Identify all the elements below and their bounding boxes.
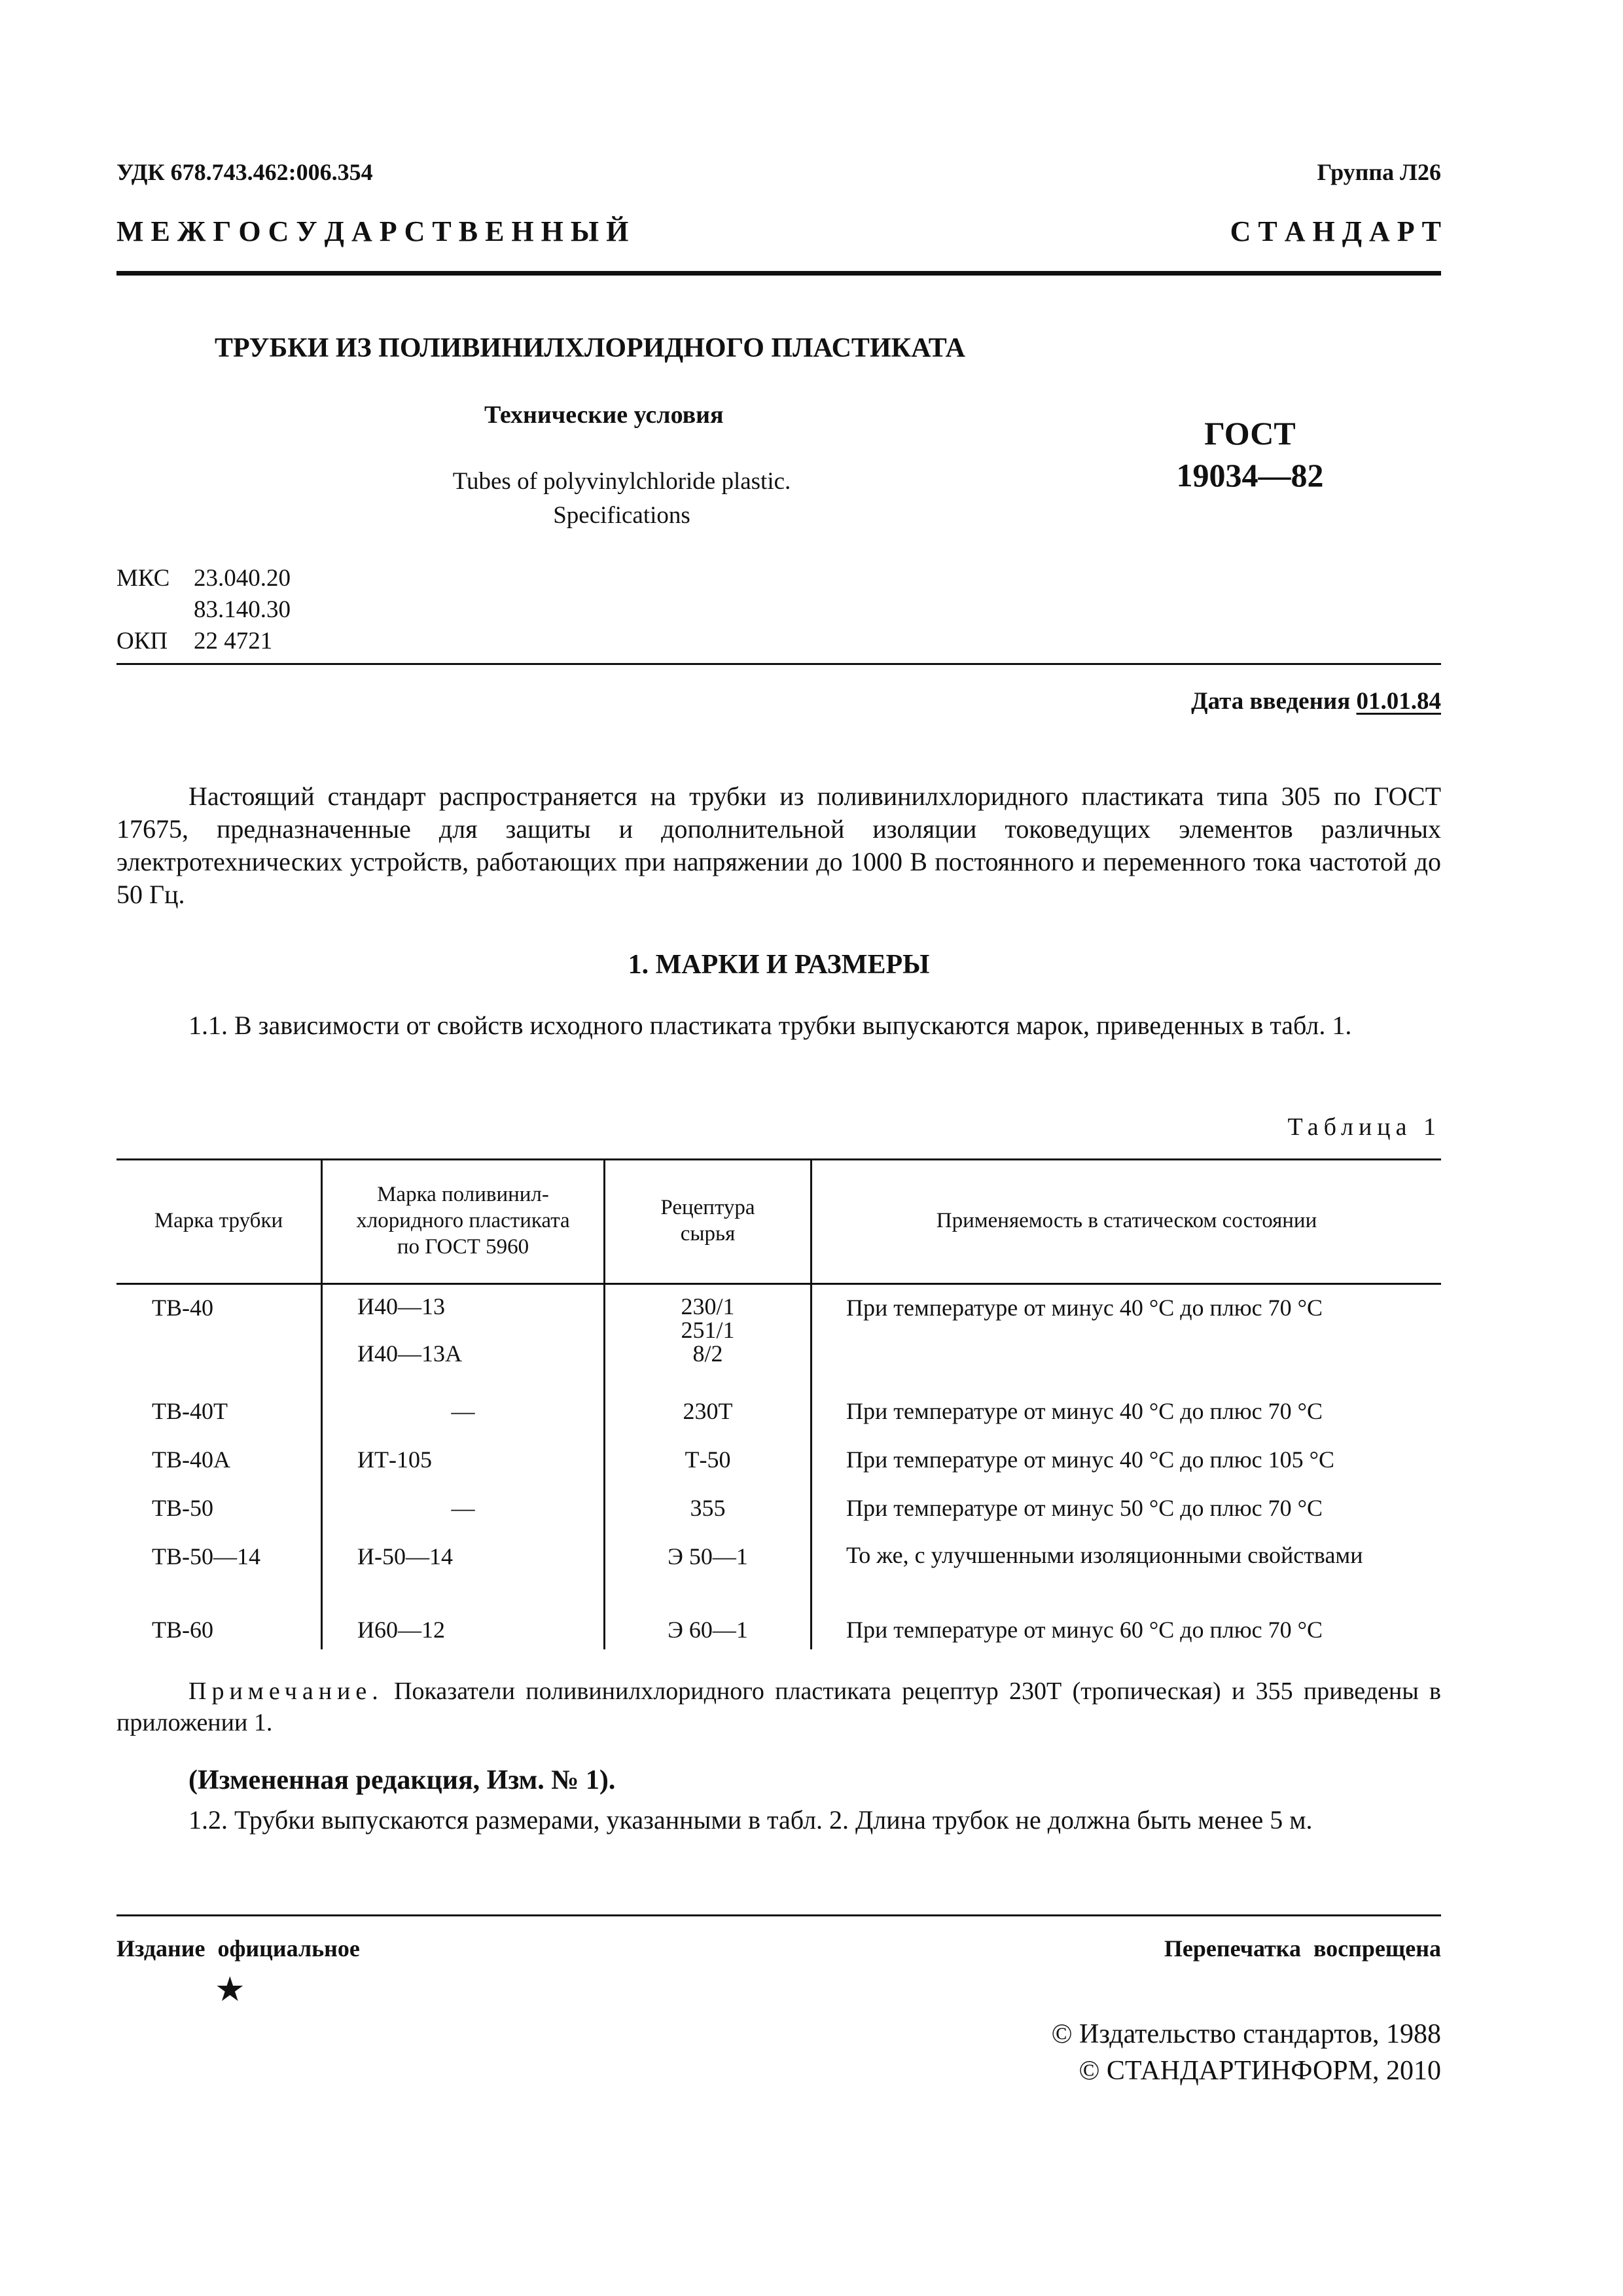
udk-code: УДК 678.743.462:006.354 xyxy=(116,159,373,185)
cell-mark: ТВ-60 xyxy=(152,1617,213,1643)
star-icon: ★ xyxy=(215,1971,245,2009)
cell-recipe: Э 50—1 xyxy=(668,1543,748,1570)
cell-use: То же, с улучшенными изоляционными свойствами xyxy=(846,1542,1363,1568)
header-cell: Марка поливинил- хлоридного пластиката по ГОСТ 5960 xyxy=(356,1183,570,1259)
gost-label: ГОСТ xyxy=(1204,415,1296,452)
cell-recipe: Э 60—1 xyxy=(668,1617,748,1643)
intro-paragraph: Настоящий стандарт распространяется на трубки из поливинилхлоридного пластиката типа 305 по ГОСТ 17675, предназначенные для защиты и дополнительной изоляции токоведущих элементов различных электротехнических устройств, работающих при напряжении до 1000 В постоянного и переменного тока частотой до 50 Гц. xyxy=(116,781,1441,909)
header-cell: Применяемость в статическом состоянии xyxy=(936,1209,1317,1232)
document-subtitle: Технические условия xyxy=(484,401,724,429)
cell-use: При температуре от минус 60 °С до плюс 70 °С xyxy=(846,1617,1323,1643)
header-rule xyxy=(116,271,1441,276)
cell-use: При температуре от минус 50 °С до плюс 70 °С xyxy=(846,1495,1323,1521)
introduction-date xyxy=(1191,687,1441,715)
cell-pvc: И-50—14 xyxy=(357,1543,453,1570)
cell-pvc: — xyxy=(451,1398,475,1424)
paragraph-1-2: 1.2. Трубки выпускаются размерами, указанными в табл. 2. Длина трубок не должна быть менее 5 м. xyxy=(188,1805,1313,1835)
note-label: Примечание. xyxy=(188,1677,383,1705)
mks-code: 23.040.20 xyxy=(194,565,291,592)
english-title-line: Tubes of polyvinylchloride plastic. xyxy=(452,468,791,495)
footer-rule xyxy=(116,1914,1441,1916)
document-title: ТРУБКИ ИЗ ПОЛИВИНИЛХЛОРИДНОГО ПЛАСТИКАТА xyxy=(215,333,965,363)
cell-recipe: 230/1 251/1 8/2 xyxy=(681,1293,735,1367)
cell-recipe: 230Т xyxy=(683,1398,733,1424)
gost-code: 19034—82 xyxy=(1176,457,1324,493)
cell-pvc: — xyxy=(451,1495,475,1521)
cell-pvc: ИТ-105 xyxy=(357,1446,432,1473)
table-note xyxy=(116,1676,1441,1738)
cell-mark: ТВ-50—14 xyxy=(152,1543,260,1570)
cell-mark: ТВ-40Т xyxy=(152,1398,228,1424)
cell-pvc: И60—12 xyxy=(357,1617,445,1643)
copyright-line: © Издательство стандартов, 1988 xyxy=(1051,2019,1441,2049)
official-edition: Издание официальное xyxy=(116,1935,360,1962)
cell-use: При температуре от минус 40 °С до плюс 105 °С xyxy=(846,1446,1335,1473)
table-header-rule xyxy=(116,1283,1441,1285)
revision-note: (Измененная редакция, Изм. № 1). xyxy=(188,1765,616,1795)
codes-rule xyxy=(116,663,1441,665)
header-cell: Марка трубки xyxy=(154,1209,283,1232)
date-label: Дата введения xyxy=(1191,688,1351,715)
mks-label: МКС xyxy=(116,565,170,592)
okp-label: ОКП xyxy=(116,628,168,655)
header-cell: Рецептура сырья xyxy=(660,1196,755,1246)
gost-number xyxy=(1152,412,1348,496)
english-title-line: Specifications xyxy=(553,502,690,529)
mks-code: 83.140.30 xyxy=(194,596,291,623)
interstate-standard-heading xyxy=(116,215,1441,248)
cell-recipe: 355 xyxy=(690,1495,726,1521)
cell-mark: ТВ-40 xyxy=(152,1295,213,1321)
cell-mark: ТВ-40А xyxy=(152,1446,230,1473)
copyright-block xyxy=(1052,2016,1441,2089)
date-value: 01.01.84 xyxy=(1356,688,1441,715)
copyright-line: © СТАНДАРТИНФОРМ, 2010 xyxy=(1079,2056,1441,2086)
okp-code: 22 4721 xyxy=(194,628,273,655)
paragraph-1-1: 1.1. В зависимости от свойств исходного пластиката трубки выпускаются марок, приведенных в табл. 1. xyxy=(188,1011,1352,1040)
reprint-prohibited: Перепечатка воспрещена xyxy=(1164,1935,1441,1962)
standard-word: С Т А Н Д А Р Т xyxy=(1230,215,1441,247)
cell-recipe: Т-50 xyxy=(685,1446,731,1473)
cell-use: При температуре от минус 40 °С до плюс 70 °С xyxy=(846,1398,1323,1424)
english-title xyxy=(393,465,851,533)
note-text: Показатели поливинилхлоридного пластиката рецептур 230Т (тропическая) и 355 приведены в приложении 1. xyxy=(116,1677,1441,1736)
interstate-word: М Е Ж Г О С У Д А Р С Т В Е Н Н Ы Й xyxy=(116,215,629,247)
group-code: Группа Л26 xyxy=(1317,159,1441,185)
classification-codes xyxy=(116,563,291,657)
table-caption: Таблица 1 xyxy=(1287,1113,1441,1141)
cell-use: При температуре от минус 40 °С до плюс 70 °С xyxy=(846,1295,1323,1321)
section-heading: 1. МАРКИ И РАЗМЕРЫ xyxy=(628,950,930,980)
cell-pvc: И40—13 И40—13А xyxy=(357,1293,462,1367)
cell-mark: ТВ-50 xyxy=(152,1495,213,1521)
